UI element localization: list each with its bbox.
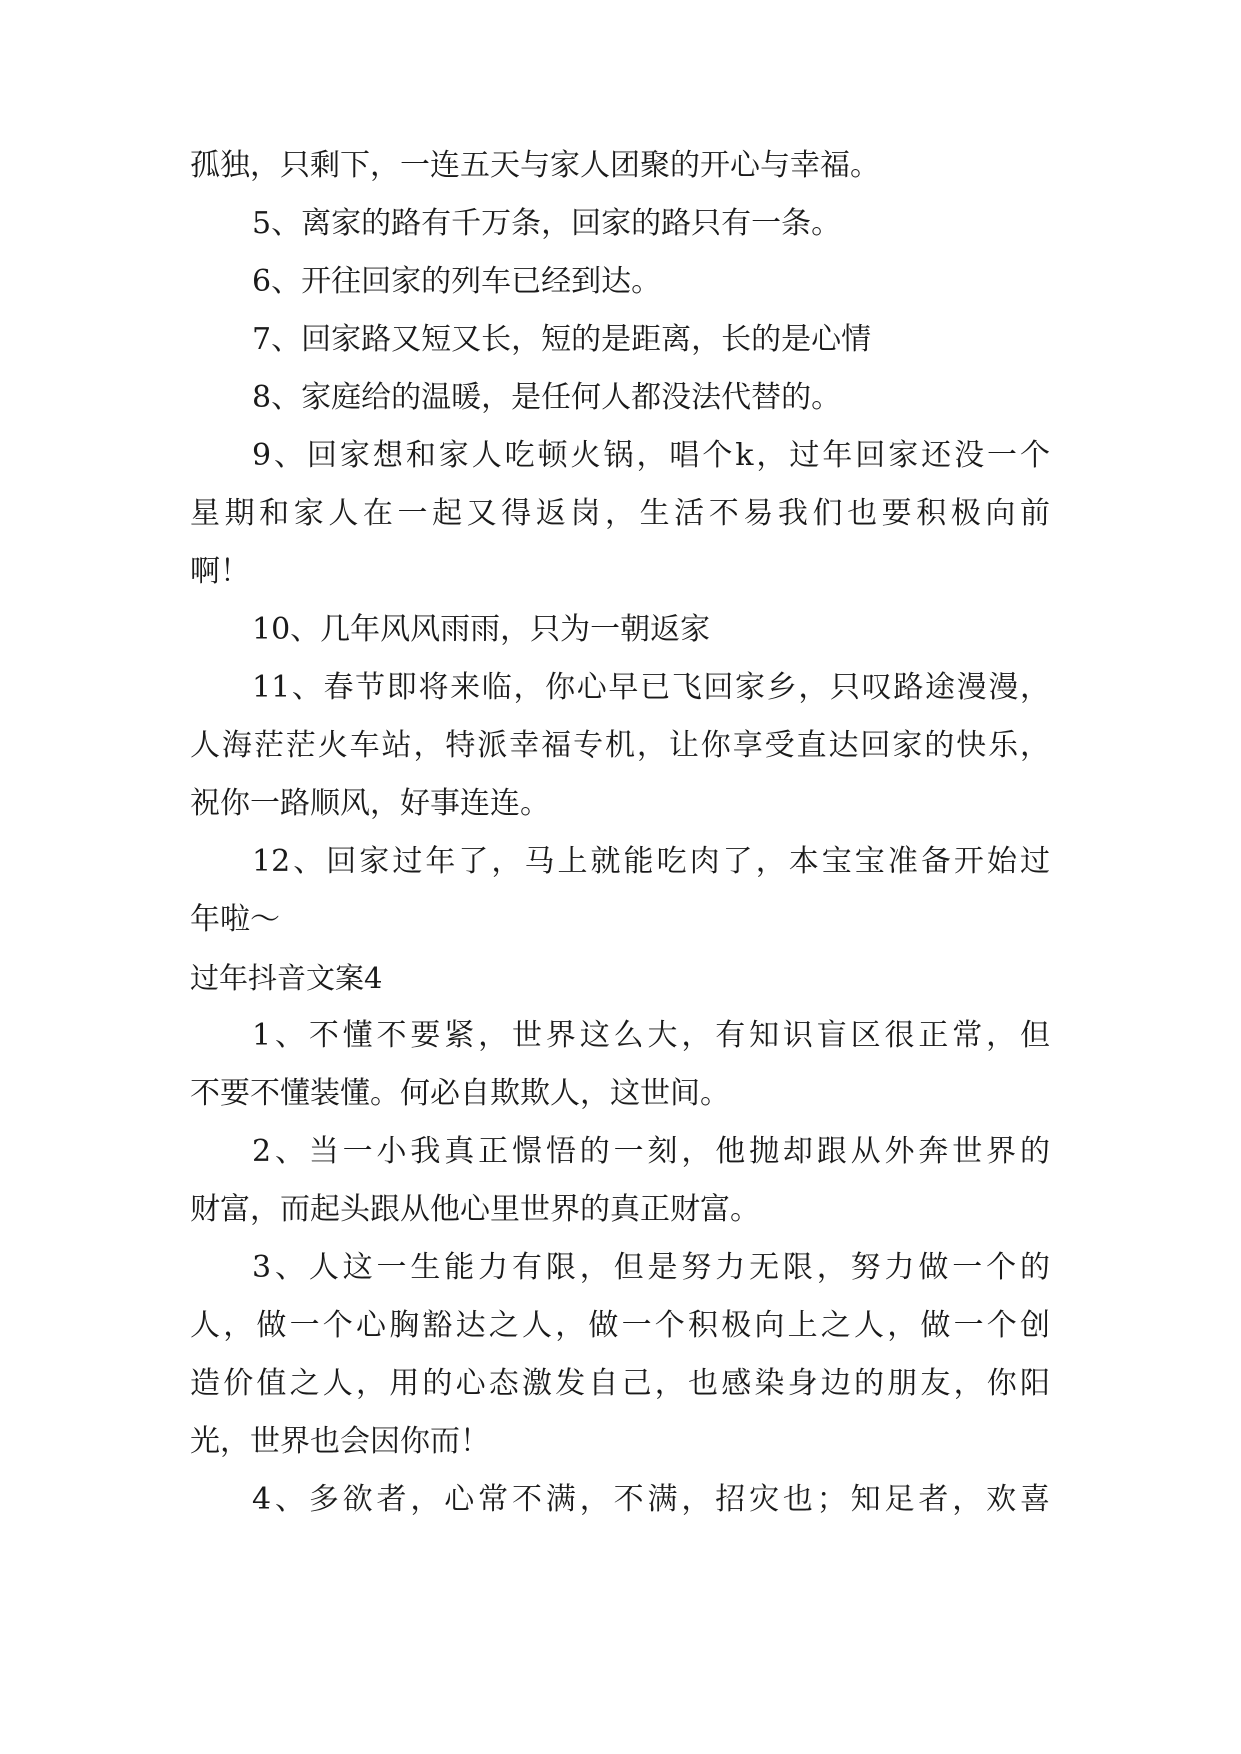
list-item-2: 2、当一小我真正憬悟的一刻，他抛却跟从外奔世界的 [252, 1134, 1050, 1169]
list-item-6: 6、开往回家的列车已经到达。 [252, 264, 662, 299]
list-item-12: 12、回家过年了，马上就能吃肉了，本宝宝准备开始过 [252, 844, 1050, 879]
list-item-2-cont: 财富，而起头跟从他心里世界的真正财富。 [190, 1192, 760, 1227]
list-item-3-cont: 造价值之人，用的心态激发自己，也感染身边的朋友，你阳 [190, 1366, 1050, 1401]
list-item-1-cont: 不要不懂装懂。何必自欺欺人，这世间。 [190, 1076, 730, 1111]
list-item-3-cont: 光，世界也会因你而！ [190, 1424, 490, 1459]
list-item-10: 10、几年风风雨雨，只为一朝返家 [252, 612, 711, 647]
list-item-3-cont: 人，做一个心胸豁达之人，做一个积极向上之人，做一个创 [190, 1308, 1050, 1343]
list-item-11-cont: 祝你一路顺风，好事连连。 [190, 786, 550, 821]
list-item-5: 5、离家的路有千万条，回家的路只有一条。 [252, 206, 842, 241]
list-item-9: 9、回家想和家人吃顿火锅，唱个k，过年回家还没一个 [252, 438, 1050, 473]
list-item-1: 1、不懂不要紧，世界这么大，有知识盲区很正常，但 [252, 1018, 1050, 1053]
list-item-12-cont: 年啦～ [190, 902, 280, 937]
list-item-11-cont: 人海茫茫火车站，特派幸福专机，让你享受直达回家的快乐， [190, 728, 1050, 763]
section-heading: 过年抖音文案4 [190, 961, 383, 995]
list-item-8: 8、家庭给的温暖，是任何人都没法代替的。 [252, 380, 842, 415]
list-item-9-cont: 星期和家人在一起又得返岗，生活不易我们也要积极向前 [190, 496, 1050, 531]
list-item-3: 3、人这一生能力有限，但是努力无限，努力做一个的 [252, 1250, 1050, 1285]
list-item-4: 4、多欲者，心常不满，不满，招灾也；知足者，欢喜 [252, 1482, 1050, 1517]
list-item-7: 7、回家路又短又长，短的是距离，长的是心情 [252, 322, 872, 357]
list-item-9-cont: 啊！ [190, 554, 250, 589]
list-item-11: 11、春节即将来临，你心早已飞回家乡，只叹路途漫漫， [252, 670, 1050, 705]
text-line-continuation: 孤独，只剩下，一连五天与家人团聚的开心与幸福。 [190, 148, 880, 183]
